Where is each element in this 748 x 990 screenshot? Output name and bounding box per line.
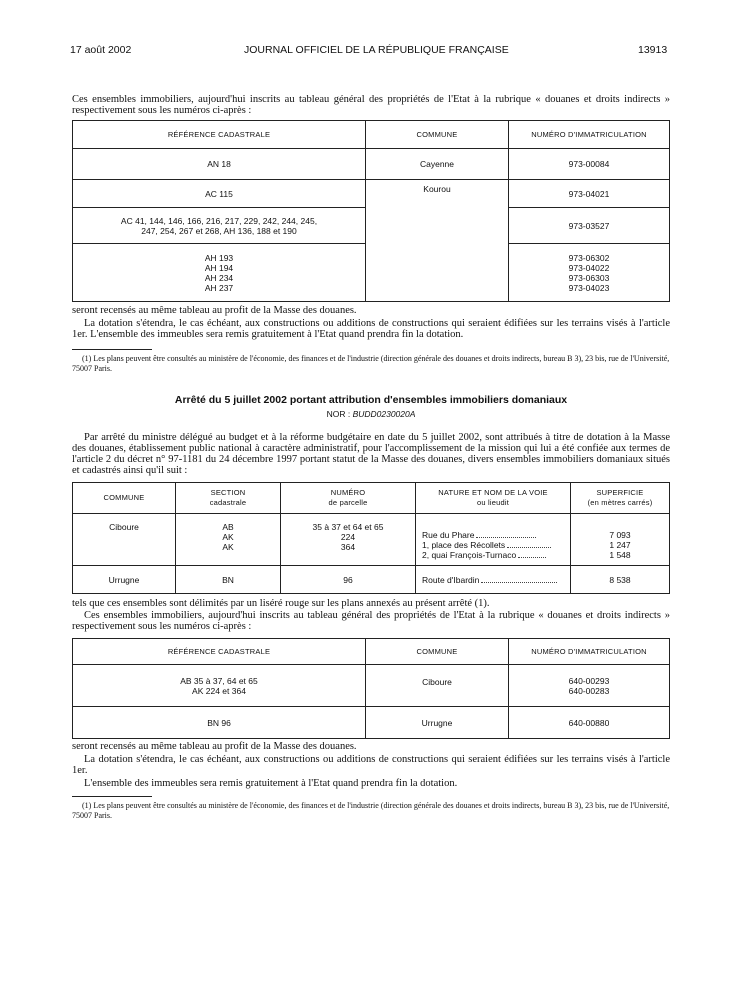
- voie-text: Route d'Ibardin: [422, 574, 480, 585]
- section1-after1: seront recensés au même tableau au profit de la Masse des douanes.: [72, 305, 357, 316]
- cell-ref: AC 41, 144, 146, 166, 216, 217, 229, 242, 244, 245, 247, 254, 267 et 268, AH 136, 188 et 190: [73, 208, 366, 244]
- footnote-divider: [72, 349, 152, 350]
- arrete-title: Arrêté du 5 juillet 2002 portant attribution d'ensembles immobiliers domaniaux: [174, 394, 568, 406]
- arrete-after-table2: Ces ensembles immobiliers, aujourd'hui inscrits au tableau général des propriétés de l'Etat à la rubrique « douanes et droits indirects » respectivement sous les numéros ci-après :: [72, 610, 670, 632]
- col-header-commune: COMMUNE: [73, 483, 176, 514]
- col-header-ref: RÉFÉRENCE CADASTRALE: [73, 639, 366, 665]
- col-header-section: SECTION cadastrale: [176, 483, 281, 514]
- table-row: [73, 514, 670, 566]
- arrete-end2: La dotation s'étendra, le cas échéant, aux constructions ou additions de constructions qui seraient édifiées sur les terrains visés à l'article 1er.: [72, 754, 670, 776]
- section1-after2: La dotation s'étendra, le cas échéant, aux constructions ou additions de constructions qui seraient édifiées sur les terrains visés à l'article 1er. L'ensemble des immeubles sera remis gratuitement à l'Etat quand prendra fin la dotation.: [72, 318, 670, 340]
- section1-intro: Ces ensembles immobiliers, aujourd'hui inscrits au tableau général des propriétés de l'Etat à la rubrique « douanes et droits indirects » respectivement sous les numéros ci-après :: [72, 94, 670, 116]
- nor-label: NOR :: [326, 409, 351, 419]
- footnote-divider: [72, 796, 152, 797]
- header-page-number: 13913: [638, 44, 668, 56]
- col-header-parcelle: NUMÉRO de parcelle: [281, 483, 416, 514]
- cell-voie: [416, 566, 571, 594]
- cadastral-table-1: [72, 120, 670, 302]
- cell-commune: Cayenne: [366, 149, 509, 180]
- header-title: JOURNAL OFFICIEL DE LA RÉPUBLIQUE FRANÇAISE: [244, 44, 509, 56]
- cell-section: AB AK AK: [176, 514, 281, 566]
- cell-num: 973-00084: [509, 149, 670, 180]
- cell-ref: AB 35 à 37, 64 et 65 AK 224 et 364: [73, 665, 366, 707]
- col-header-commune: COMMUNE: [366, 121, 509, 149]
- cell-ref: AC 115: [73, 180, 366, 208]
- cell-parcelle: 35 à 37 et 64 et 65 224 364: [281, 514, 416, 566]
- col-header-commune: COMMUNE: [366, 639, 509, 665]
- arrete-after-table1: tels que ces ensembles sont délimités par un liséré rouge sur les plans annexés au présent arrêté (1).: [72, 598, 490, 609]
- cadastral-table-2: [72, 638, 670, 739]
- cell-commune: Ciboure: [73, 514, 176, 566]
- cell-num: 973-06302 973-04022 973-06303 973-04023: [509, 244, 670, 302]
- arrete-nor: [72, 409, 670, 419]
- header-date: 17 août 2002: [70, 44, 132, 56]
- col-header-superficie: SUPERFICIE (en mètres carrés): [571, 483, 670, 514]
- cell-num: 640-00293 640-00283: [509, 665, 670, 707]
- col-header-voie: NATURE ET NOM DE LA VOIE ou lieudit: [416, 483, 571, 514]
- cell-superficie: 8 538: [571, 566, 670, 594]
- col-header-ref: RÉFÉRENCE CADASTRALE: [73, 121, 366, 149]
- cell-commune: Urrugne: [73, 566, 176, 594]
- voie-text: Rue du Phare: [422, 530, 475, 540]
- cell-commune: Ciboure: [366, 665, 509, 707]
- col-header-num: NUMÉRO D'IMMATRICULATION: [509, 121, 670, 149]
- cell-num: 973-03527: [509, 208, 670, 244]
- cell-ref: AH 193 AH 194 AH 234 AH 237: [73, 244, 366, 302]
- cell-num: 973-04021: [509, 180, 670, 208]
- table-row: [73, 566, 670, 594]
- cell-section: BN: [176, 566, 281, 594]
- arrete-footnote: (1) Les plans peuvent être consultés au ministère de l'économie, des finances et de l'industrie (direction générale des douanes et droits indirects, bureau B 3), 23 bis, rue de l'Université, 75007 Paris.: [72, 801, 670, 820]
- cell-commune: Urrugne: [366, 707, 509, 739]
- table-row: [73, 707, 670, 739]
- table-row: [73, 665, 670, 707]
- parcel-table: [72, 482, 670, 594]
- cell-ref: AN 18: [73, 149, 366, 180]
- cell-commune: Kourou: [366, 180, 509, 302]
- voie-text: 2, quai François-Turnaco: [422, 550, 517, 560]
- col-header-num: NUMÉRO D'IMMATRICULATION: [509, 639, 670, 665]
- cell-parcelle: 96: [281, 566, 416, 594]
- section1-footnote: (1) Les plans peuvent être consultés au ministère de l'économie, des finances et de l'industrie (direction générale des douanes et droits indirects, bureau B 3), 23 bis, rue de l'Université, 75007 Paris.: [72, 354, 670, 373]
- nor-value: BUDD0230020A: [352, 409, 416, 419]
- cell-ref: BN 96: [73, 707, 366, 739]
- arrete-end3: L'ensemble des immeubles sera remis gratuitement à l'Etat quand prendra fin la dotation.: [84, 778, 458, 789]
- voie-text: 1, place des Récollets: [422, 540, 506, 550]
- cell-superficie: 7 093 1 247 1 548: [571, 514, 670, 566]
- arrete-end1: seront recensés au même tableau au profit de la Masse des douanes.: [72, 741, 357, 752]
- cell-num: 640-00880: [509, 707, 670, 739]
- table-row: [73, 149, 670, 180]
- table-row: [73, 180, 670, 208]
- cell-voie: [416, 514, 571, 566]
- arrete-intro: Par arrêté du ministre délégué au budget et à la réforme budgétaire en date du 5 juillet 2002, sont attribués à titre de dotation à la Masse des douanes, établissement public national à caractère administratif, pour l'accomplissement de la mission qui lui a été confiée aux termes de l'article 2 du décret n° 97-1181 du 24 décembre 1997 portant statut de la Masse des douanes, divers ensembles immobiliers domaniaux situés et cadastrés ainsi qu'il suit :: [72, 432, 670, 476]
